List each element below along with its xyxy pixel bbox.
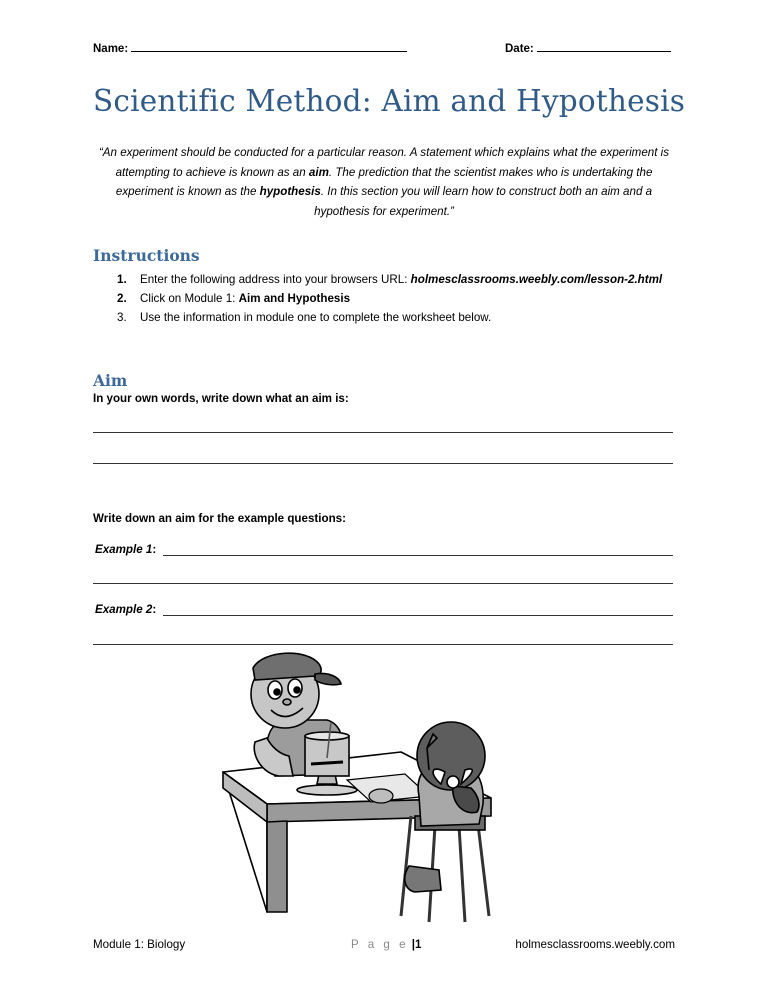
girl-drawing [401, 722, 489, 922]
example-1-label: Example 1 [95, 543, 153, 556]
name-field [93, 40, 407, 55]
quote-part-1: “An experiment should be conducted for a particular reason. A statement which explains what the experiment is attempting to achieve is known as an [98, 146, 670, 179]
quote-term-aim: aim [308, 165, 329, 179]
quote-part-3: . In this section you will learn how to construct both an aim and a hypothesis for experiment.” [314, 185, 653, 218]
instruction-url: holmesclassrooms.weebly.com/lesson-2.html [410, 273, 663, 286]
instructions-list [93, 270, 683, 327]
instruction-item [93, 289, 683, 308]
page-title: Scientific Method: Aim and Hypothesis [93, 84, 686, 118]
date-field [505, 40, 671, 55]
quote-part-2: . The prediction that the scientist makes who is undertaking the experiment is known as the [115, 165, 653, 198]
footer-page-indicator [351, 938, 421, 951]
footer-separator: | [411, 938, 416, 951]
aim-heading: Aim [93, 371, 128, 390]
instruction-text: Enter the following address into your browsers URL: [140, 273, 411, 286]
footer-page-number: 1 [415, 938, 422, 951]
kids-experiment-illustration [215, 646, 545, 930]
aim-definition-prompt: In your own words, write down what an aim is: [93, 392, 349, 405]
example-1-line [95, 543, 673, 559]
example-2-line [95, 603, 673, 619]
instruction-text: Click on Module 1: [140, 292, 239, 305]
name-blank-line [131, 40, 407, 52]
example-1-colon: : [152, 543, 157, 556]
example-2-colon: : [152, 603, 157, 616]
instruction-item [93, 270, 683, 289]
date-label: Date: [505, 43, 534, 55]
instruction-number: 1. [117, 273, 127, 286]
example-1-answer-line[interactable] [163, 555, 673, 556]
answer-line[interactable] [93, 432, 673, 433]
example-2-label: Example 2 [95, 603, 153, 616]
date-blank-line [537, 40, 671, 52]
instruction-module-name: Aim and Hypothesis [238, 292, 351, 305]
intro-quote [90, 143, 678, 221]
header-row [93, 40, 675, 58]
instruction-number: 3. [117, 311, 127, 324]
footer-module: Module 1: Biology [93, 938, 186, 951]
instruction-text: Use the information in module one to complete the worksheet below. [140, 311, 492, 324]
example-2-answer-line[interactable] [163, 615, 673, 616]
page-footer [93, 938, 675, 954]
quote-term-hypothesis: hypothesis [259, 185, 321, 198]
footer-website: holmesclassrooms.weebly.com [515, 938, 675, 951]
answer-line[interactable] [93, 644, 673, 645]
name-label: Name: [93, 43, 129, 55]
answer-line[interactable] [93, 583, 673, 584]
example-aims-prompt: Write down an aim for the example questions: [93, 512, 346, 525]
footer-page-label: P a g e [351, 938, 409, 951]
instruction-number: 2. [117, 292, 127, 305]
instruction-item [93, 308, 683, 327]
instructions-heading: Instructions [93, 246, 200, 265]
answer-line[interactable] [93, 463, 673, 464]
